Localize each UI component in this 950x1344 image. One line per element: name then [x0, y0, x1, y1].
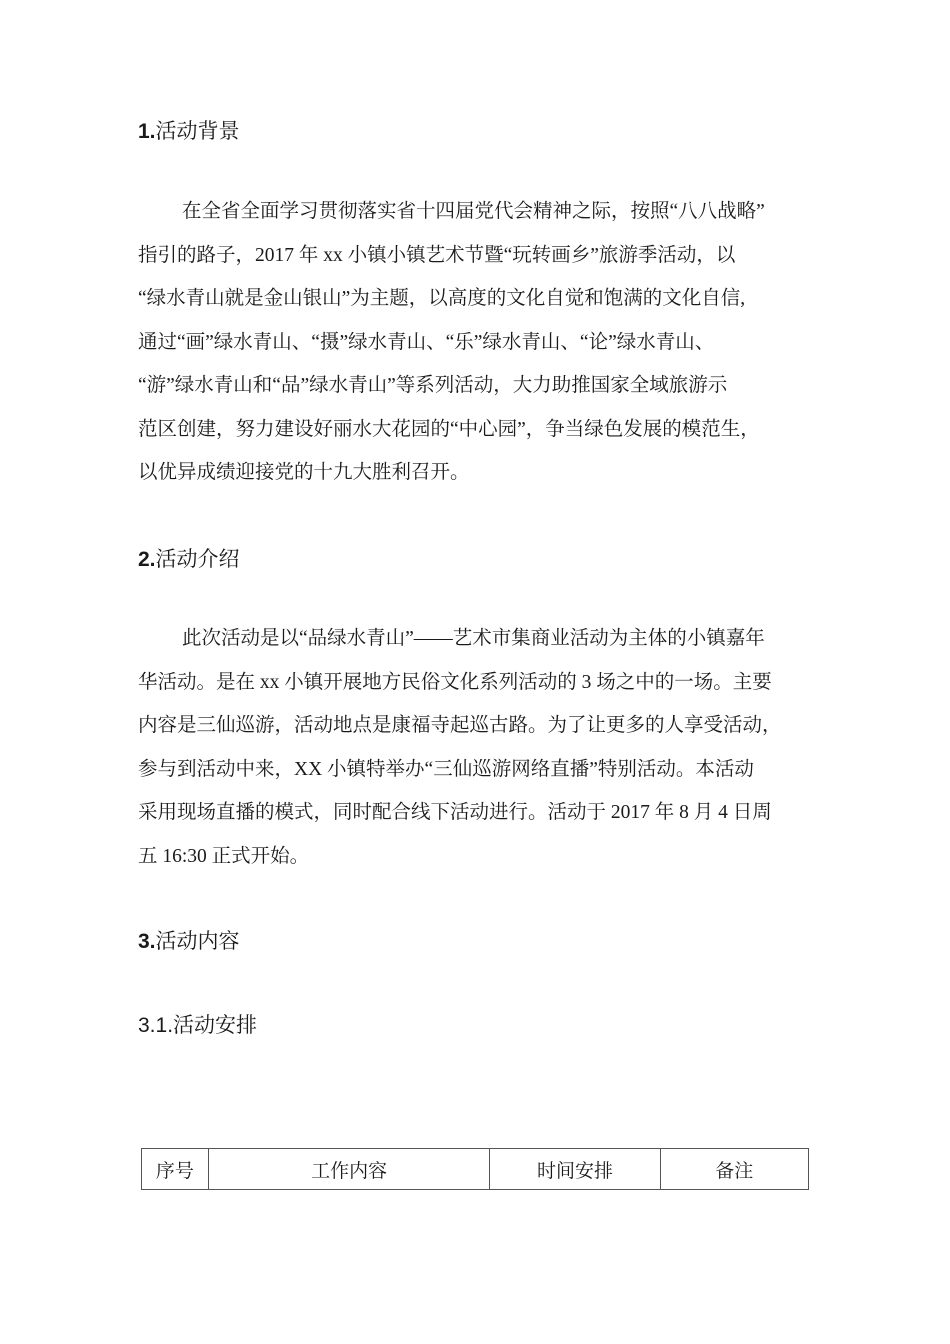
section-number: 1. — [138, 120, 156, 143]
section-heading-background — [138, 117, 240, 147]
paragraph-line: 参与到活动中来，XX 小镇特举办“三仙巡游网络直播”特别活动。本活动 — [138, 758, 754, 780]
section-number: 3. — [138, 930, 156, 953]
paragraph-line: 指引的路子，2017 年 xx 小镇小镇艺术节暨“玩转画乡”旅游季活动，以 — [138, 244, 736, 266]
section-heading-introduction — [138, 545, 240, 575]
header-cell-number: 序号 — [142, 1149, 209, 1190]
paragraph-line: “绿水青山就是金山银山”为主题，以高度的文化自觉和饱满的文化自信, — [138, 288, 746, 309]
section-title: 活动介绍 — [155, 548, 240, 571]
paragraph-line: 在全省全面学习贯彻落实省十四届党代会精神之际，按照“八八战略” — [182, 201, 765, 222]
header-cell-time: 时间安排 — [490, 1149, 660, 1190]
paragraph-line: 通过“画”绿水青山、“摄”绿水青山、“乐”绿水青山、“论”绿水青山、 — [138, 331, 715, 353]
section-title: 活动背景 — [155, 120, 240, 143]
section-title: 活动内容 — [155, 930, 240, 953]
paragraph-line: 采用现场直播的模式，同时配合线下活动进行。活动于 2017 年 8 月 4 日周 — [138, 802, 772, 823]
paragraph-line: 此次活动是以“品绿水青山”——艺术市集商业活动为主体的小镇嘉年 — [182, 628, 765, 649]
paragraph-background — [138, 190, 818, 495]
section-title: 活动安排 — [173, 1014, 258, 1037]
section-number: 3.1. — [138, 1014, 174, 1037]
paragraph-line: 华活动。是在 xx 小镇开展地方民俗文化系列活动的 3 场之中的一场。主要 — [138, 671, 772, 693]
paragraph-line: 内容是三仙巡游，活动地点是康福寺起巡古路。为了让更多的人享受活动， — [138, 715, 782, 736]
paragraph-introduction — [138, 617, 818, 878]
paragraph-line: 五 16:30 正式开始。 — [138, 845, 310, 867]
paragraph-line: “游”绿水青山和“品”绿水青山”等系列活动，大力助推国家全域旅游示 — [138, 375, 728, 396]
header-cell-remarks: 备注 — [660, 1149, 808, 1190]
paragraph-line: 范区创建，努力建设好丽水大花园的“中心园”，争当绿色发展的模范生， — [138, 418, 760, 440]
header-cell-work-content: 工作内容 — [208, 1149, 490, 1190]
subsection-heading-schedule — [138, 1011, 257, 1041]
table-header-row — [142, 1149, 809, 1190]
paragraph-line: 以优异成绩迎接党的十九大胜利召开。 — [138, 462, 470, 483]
schedule-table — [141, 1148, 809, 1190]
section-heading-content — [138, 927, 240, 957]
section-number: 2. — [138, 548, 156, 571]
